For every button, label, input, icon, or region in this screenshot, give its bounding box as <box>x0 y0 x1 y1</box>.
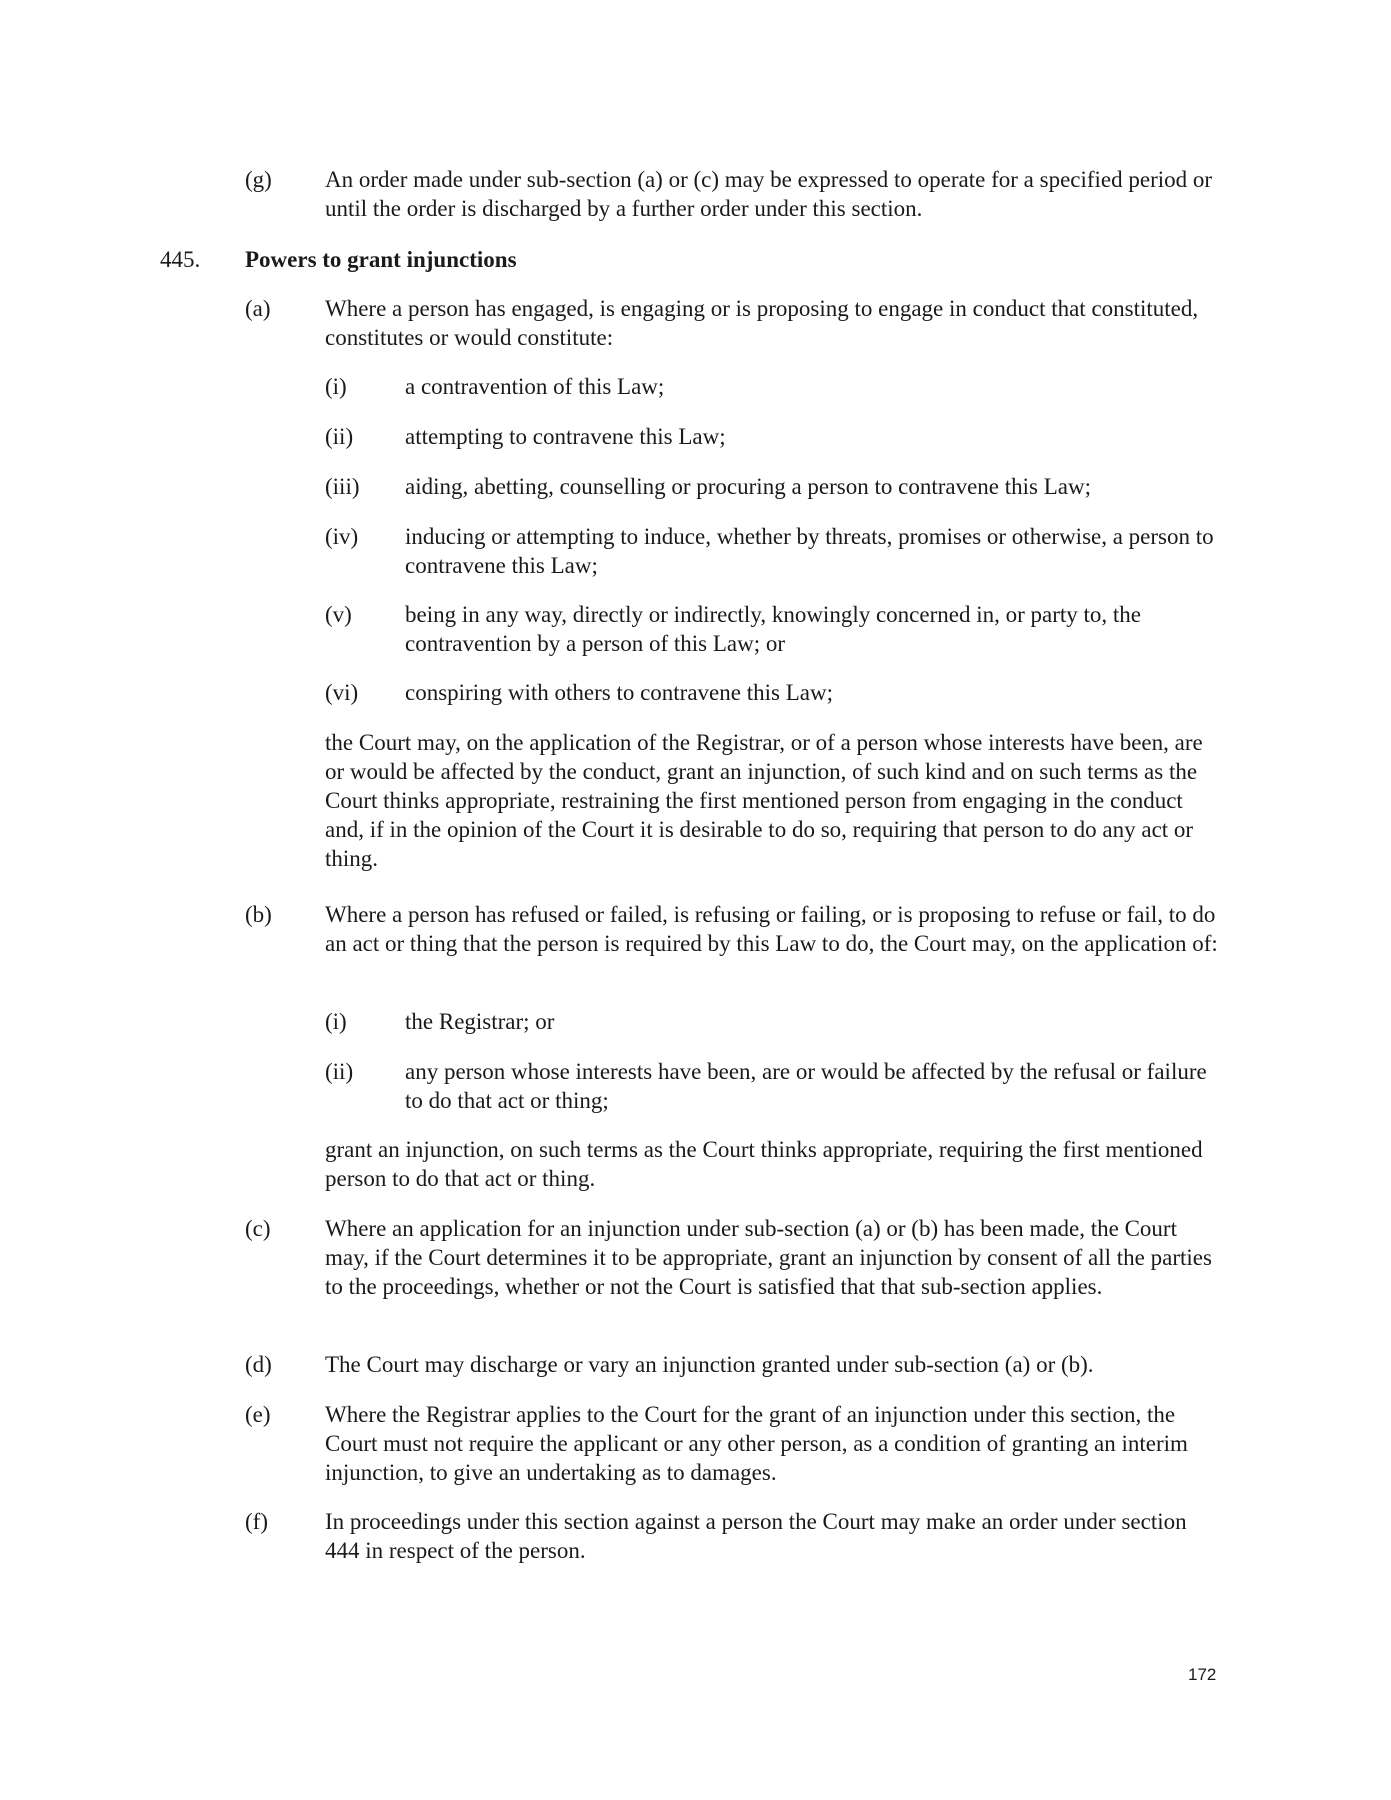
subitem-label-a-ii: (ii) <box>325 424 354 449</box>
subitem-label-a-vi: (vi) <box>325 680 359 705</box>
subitem-text-b-ii: any person whose interests have been, are or would be affected by the refusal or failure to do that act or thing; <box>405 1059 1207 1113</box>
subitem-text-a-iv: inducing or attempting to induce, whether by threats, promises or otherwise, a person to contravene this Law; <box>405 524 1214 578</box>
subitem-text-a-ii: attempting to contravene this Law; <box>405 424 726 449</box>
clause-label-f: (f) <box>245 1509 268 1534</box>
section-title: Powers to grant injunctions <box>245 247 517 272</box>
clause-label-d: (d) <box>245 1352 272 1377</box>
subitem-text-a-vi: conspiring with others to contravene this Law; <box>405 680 833 705</box>
subitem-label-a-iv: (iv) <box>325 524 359 549</box>
clause-label-a: (a) <box>245 296 271 321</box>
page-number: 172 <box>1188 1665 1217 1684</box>
subitem-label-b-ii: (ii) <box>325 1059 354 1084</box>
subitem-text-a-v: being in any way, directly or indirectly, knowingly concerned in, or party to, the contravention by a person of this Law; or <box>405 602 1141 656</box>
clause-text-g: An order made under sub-section (a) or (c) may be expressed to operate for a specified period or until the order is discharged by a further order under this section. <box>325 167 1213 221</box>
subitem-label-a-i: (i) <box>325 374 347 399</box>
clause-text-b: Where a person has refused or failed, is refusing or failing, or is proposing to refuse or fail, to do an act or thing that the person is required by this Law to do, the Court may, on the application of: <box>325 902 1218 956</box>
subitem-text-b-i: the Registrar; or <box>405 1009 555 1034</box>
section-number: 445. <box>160 247 201 272</box>
clause-text-c: Where an application for an injunction under sub-section (a) or (b) has been made, the Court may, if the Court determines it to be appropriate, grant an injunction by consent of all the parties to the proceedings, whether or not the Court is satisfied that that sub-section applies. <box>325 1216 1212 1299</box>
clause-label-b: (b) <box>245 902 272 927</box>
clause-text-a: Where a person has engaged, is engaging or is proposing to engage in conduct that constituted, constitutes or would constitute: <box>325 296 1199 350</box>
clause-label-c: (c) <box>245 1216 271 1241</box>
subitem-text-a-i: a contravention of this Law; <box>405 374 665 399</box>
clause-text-f: In proceedings under this section against a person the Court may make an order under section 444 in respect of the person. <box>325 1509 1187 1563</box>
clause-text-e: Where the Registrar applies to the Court for the grant of an injunction under this section, the Court must not require the applicant or any other person, as a condition of granting an interim injunction, to give an undertaking as to damages. <box>325 1402 1188 1485</box>
subitem-label-a-v: (v) <box>325 602 352 627</box>
subitem-text-a-iii: aiding, abetting, counselling or procuring a person to contravene this Law; <box>405 474 1091 499</box>
clause-closing-a: the Court may, on the application of the Registrar, or of a person whose interests have been, are or would be affected by the conduct, grant an injunction, of such kind and on such terms as the Court thinks appropriate, restraining the first mentioned person from engaging in the conduct and, if in the opinion of the Court it is desirable to do so, requiring that person to do any act or thing. <box>325 730 1203 871</box>
clause-closing-b: grant an injunction, on such terms as the Court thinks appropriate, requiring the first mentioned person to do that act or thing. <box>325 1137 1203 1191</box>
clause-text-d: The Court may discharge or vary an injunction granted under sub-section (a) or (b). <box>325 1352 1094 1377</box>
subitem-label-a-iii: (iii) <box>325 474 360 499</box>
clause-label-g: (g) <box>245 167 272 192</box>
subitem-label-b-i: (i) <box>325 1009 347 1034</box>
clause-label-e: (e) <box>245 1402 271 1427</box>
